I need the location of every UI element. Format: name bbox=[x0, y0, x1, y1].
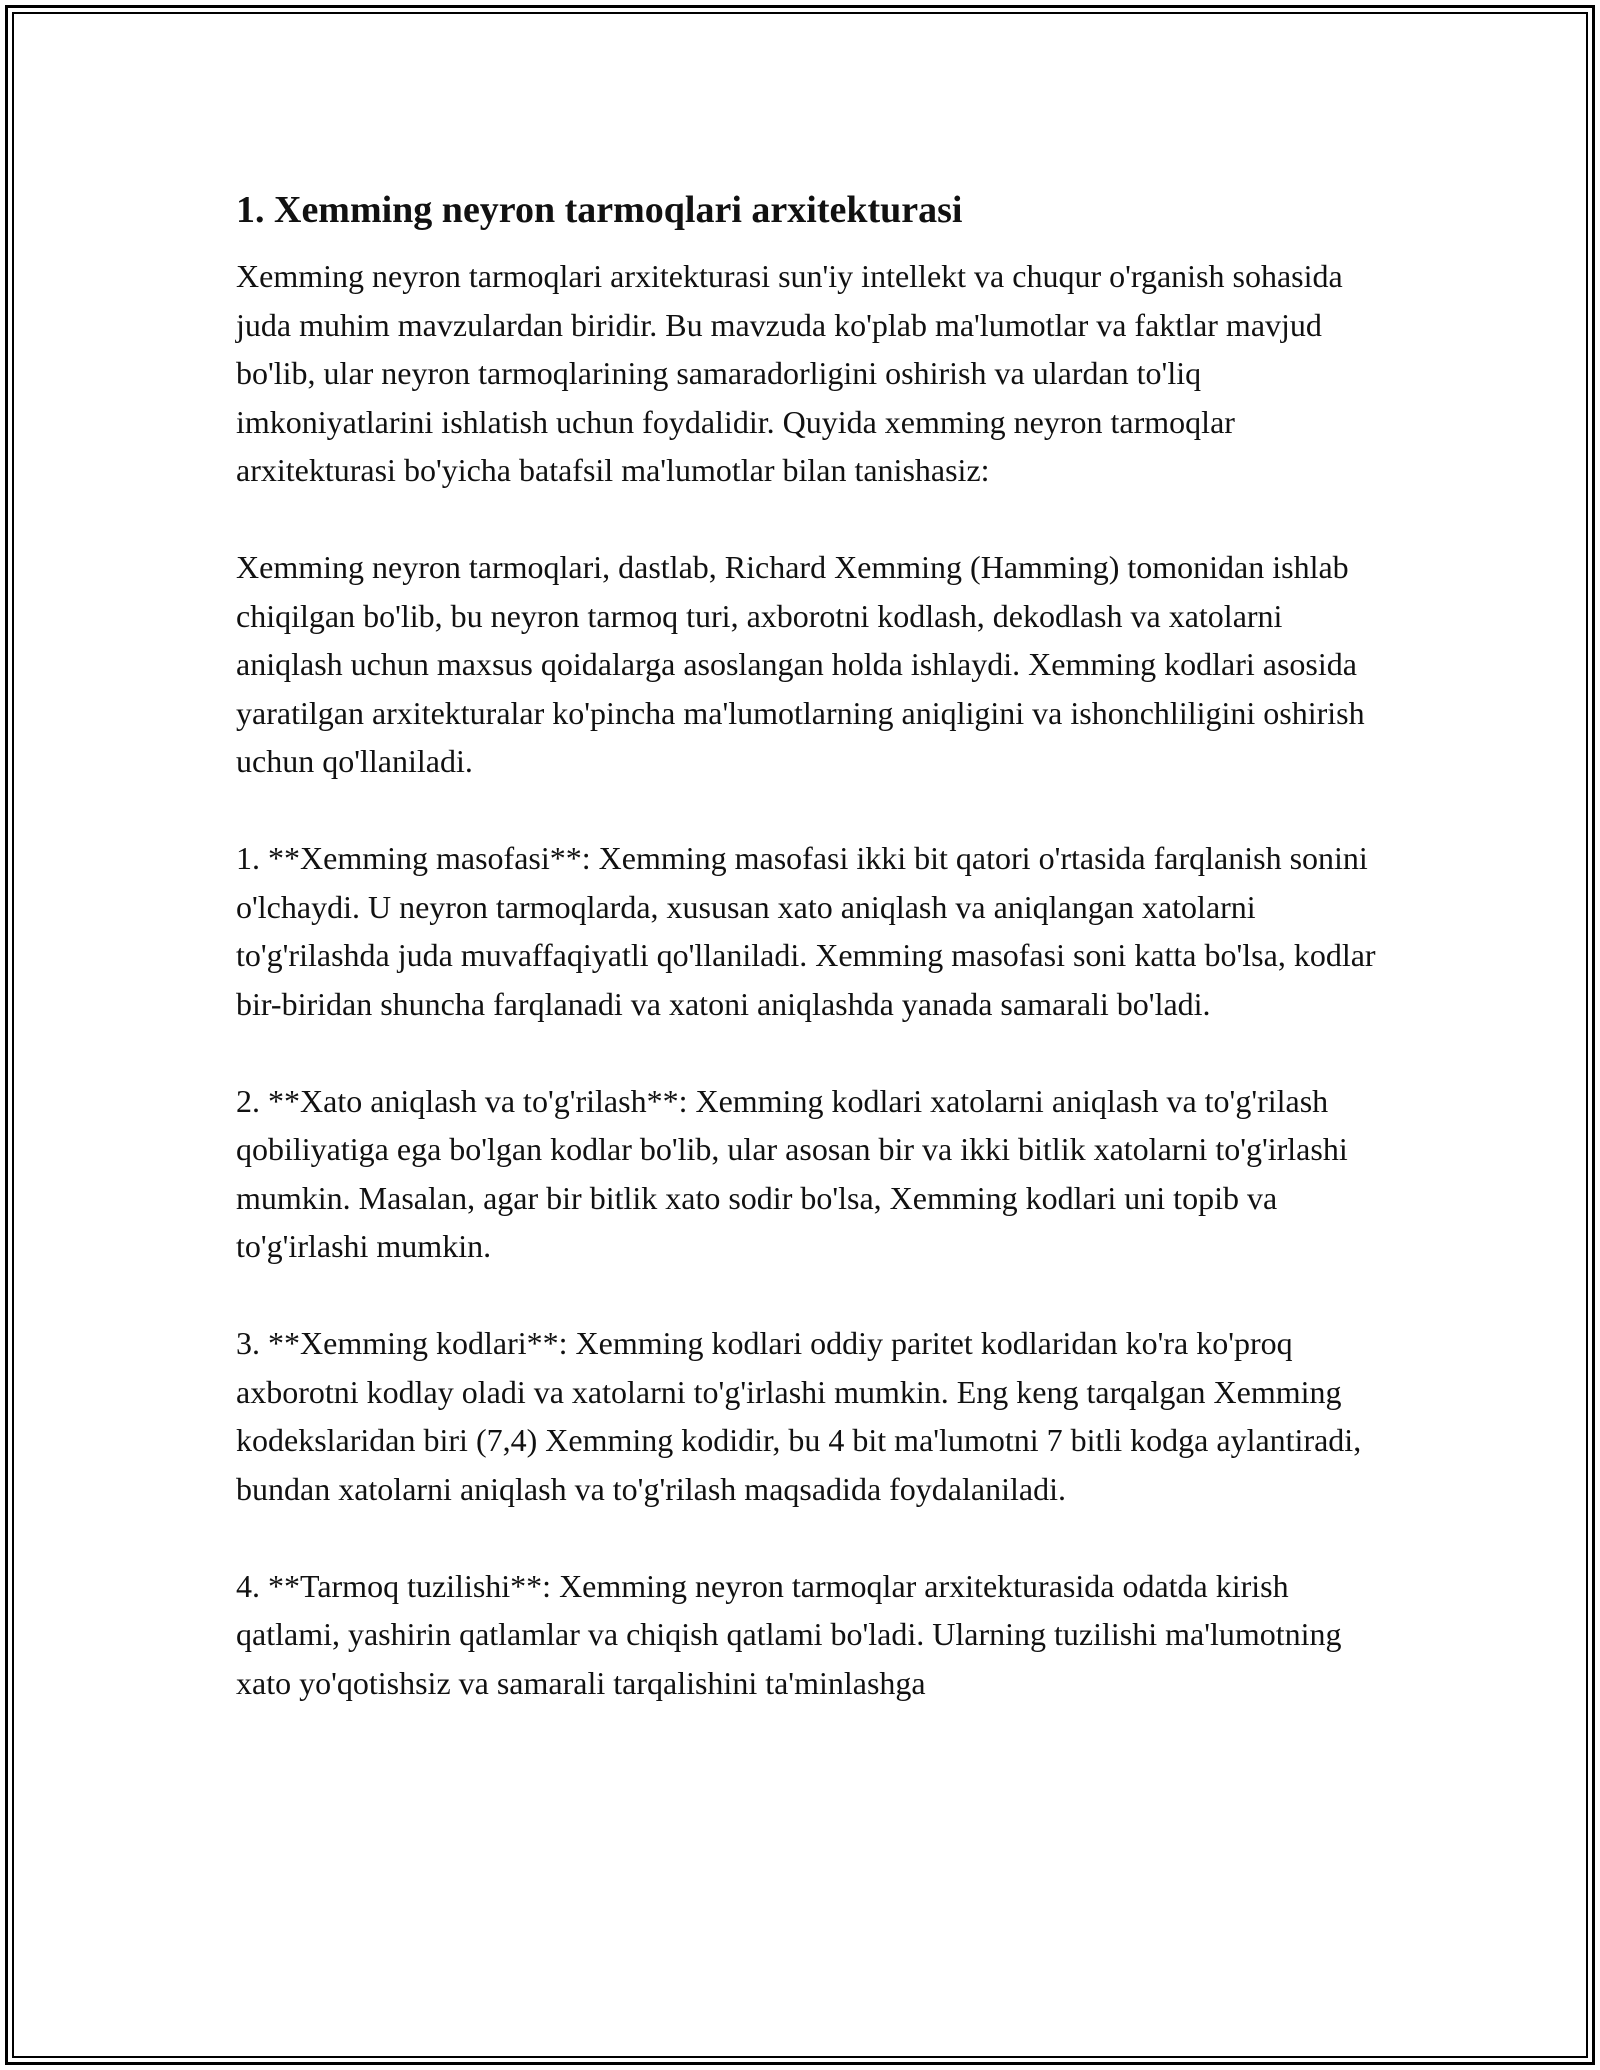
paragraph-hamming-codes: 3. **Xemming kodlari**: Xemming kodlari oddiy paritet kodlaridan ko'ra ko'proq axborotni kodlay oladi va xatolarni to'g'irlashi mumkin. Eng keng tarqalgan Xemming kodekslaridan biri (7,4) Xemming kodidir, bu 4 bit ma'lumotni 7 bitli kodga aylantiradi, bundan xatolarni aniqlash va to'g'rilash maqsadida foydalaniladi. bbox=[236, 1325, 1362, 1507]
paragraph-network-structure: 4. **Tarmoq tuzilishi**: Xemming neyron tarmoqlar arxitekturasida odatda kirish qatlami, yashirin qatlamlar va chiqish qatlami bo'ladi. Ularning tuzilishi ma'lumotning xato yo'qotishsiz va samarali tarqalishini ta'minlashga bbox=[236, 1567, 1342, 1701]
document-title: 1. Xemming neyron tarmoqlari arxitekturasi bbox=[236, 189, 963, 231]
paragraph-error-correction: 2. **Xato aniqlash va to'g'rilash**: Xemming kodlari xatolarni aniqlash va to'g'rilash qobiliyatiga ega bo'lgan kodlar bo'lib, ular asosan bir va ikki bitlik xatolarni to'g'irlashi mumkin. Masalan, agar bir bitlik xato sodir bo'lsa, Xemming kodlari uni topib va to'g'irlashi mumkin. bbox=[236, 1082, 1348, 1264]
paragraph-hamming-distance: 1. **Xemming masofasi**: Xemming masofasi ikki bit qatori o'rtasida farqlanish sonini o'lchaydi. U neyron tarmoqlarda, xususan xato aniqlash va aniqlangan xatolarni to'g'rilashda juda muvaffaqiyatli qo'llaniladi. Xemming masofasi soni katta bo'lsa, kodlar bir-biridan shuncha farqlanadi va xatoni aniqlashda yanada samarali bo'ladi. bbox=[236, 840, 1376, 1022]
document-body bbox=[236, 186, 1396, 1756]
paragraph-history: Xemming neyron tarmoqlari, dastlab, Richard Xemming (Hamming) tomonidan ishlab chiqilgan bo'lib, bu neyron tarmoq turi, axborotni kodlash, dekodlash va xatolarni aniqlash uchun maxsus qoidalarga asoslangan holda ishlaydi. Xemming kodlari asosida yaratilgan arxitekturalar ko'pincha ma'lumotlarning aniqligini va ishonchliligini oshirish uchun qo'llaniladi. bbox=[236, 549, 1365, 779]
paragraph-intro: Xemming neyron tarmoqlari arxitekturasi sun'iy intellekt va chuqur o'rganish sohasida juda muhim mavzulardan biridir. Bu mavzuda ko'plab ma'lumotlar va faktlar mavjud bo'lib, ular neyron tarmoqlarining samaradorligini oshirish va ulardan to'liq imkoniyatlarini ishlatish uchun foydalidir. Quyida xemming neyron tarmoqlar arxitekturasi bo'yicha batafsil ma'lumotlar bilan tanishasiz: bbox=[236, 258, 1343, 488]
